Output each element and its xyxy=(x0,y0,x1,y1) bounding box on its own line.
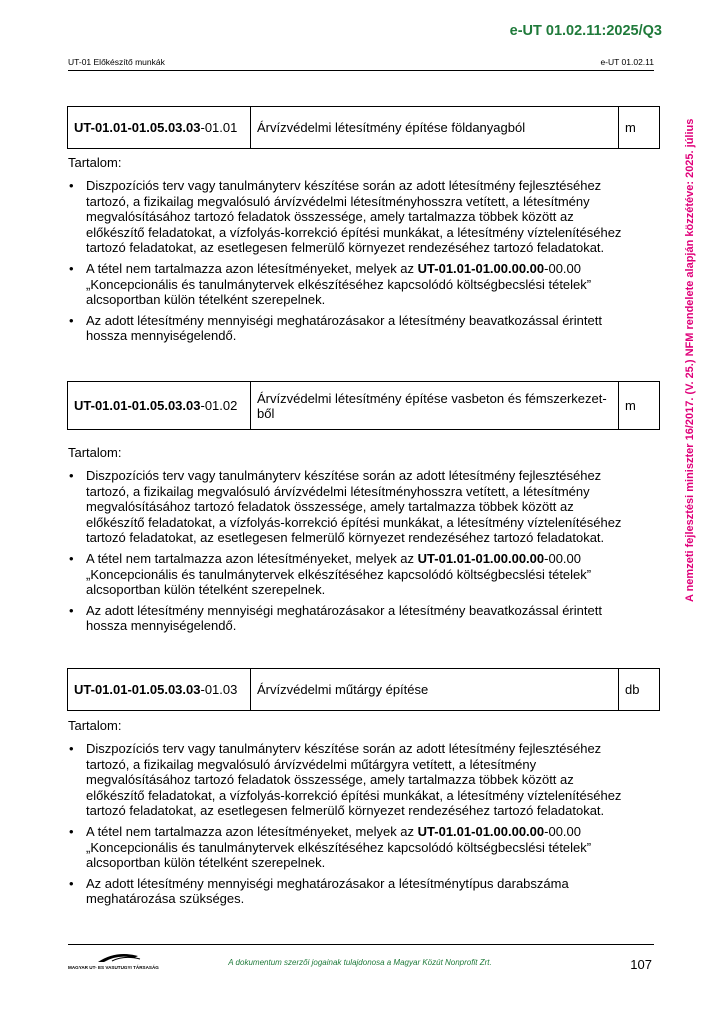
item-title: Árvízvédelmi műtárgy építése xyxy=(251,669,619,711)
content-label: Tartalom: xyxy=(68,155,122,170)
content-list xyxy=(68,468,628,639)
logo-text: MAGYAR UT- ES VASUTUGYI TÁRSASÁG xyxy=(68,965,159,970)
content-list xyxy=(68,741,628,912)
bullet-icon: • xyxy=(69,602,74,618)
list-item: • Az adott létesítmény mennyiségi meghatározásakor a létesítmény beavatkozással érintett hossza mennyiségelendő. xyxy=(69,312,602,344)
item-unit: m xyxy=(619,107,660,149)
list-item: • A tétel nem tartalmazza azon létesítményeket, melyek az UT-01.01-01.00.00.00-00.00 „Koncepcionális és tanulmánytervek elkészítéséhez kapcsolódó költségbecslési tételek” alcsoportban külön tételként szerepelnek. xyxy=(69,550,592,598)
bullet-icon: • xyxy=(69,875,74,891)
bullet-icon: • xyxy=(69,741,74,756)
bullet-icon: • xyxy=(69,823,74,839)
copyright-notice: A dokumentum szerzői jogainak tulajdonosa a Magyar Közút Nonprofit Zrt. xyxy=(228,958,492,967)
item-title: Árvízvédelmi létesítmény építése földanyagból xyxy=(251,107,619,149)
publication-note: A nemzeti fejlesztési miniszter 16/2017. (V. 25.) NFM rendelete alapján közzétéve: 2025. július xyxy=(684,118,696,602)
footer-divider xyxy=(68,944,654,945)
item-title: Árvízvédelmi létesítmény építése vasbeton és fémszerkezet-ből xyxy=(251,382,619,430)
bullet-icon: • xyxy=(69,550,74,566)
content-list xyxy=(68,178,628,349)
item-code: UT-01.01-01.05.03.03-01.03 xyxy=(68,669,251,711)
bullet-icon: • xyxy=(69,178,74,193)
content-label: Tartalom: xyxy=(68,445,122,460)
document-code: e-UT 01.02.11:2025/Q3 xyxy=(509,23,662,39)
page-number: 107 xyxy=(630,957,652,972)
header-doc-ref: e-UT 01.02.11 xyxy=(600,57,654,67)
bullet-icon: • xyxy=(69,260,74,276)
list-item: • Az adott létesítmény mennyiségi meghatározásakor a létesítmény beavatkozással érintett hossza mennyiségelendő. xyxy=(69,602,602,634)
item-code: UT-01.01-01.05.03.03-01.02 xyxy=(68,382,251,430)
item-code: UT-01.01-01.05.03.03-01.01 xyxy=(68,107,251,149)
item-table xyxy=(67,668,660,711)
list-item: • Diszpozíciós terv vagy tanulmányterv készítése során az adott létesítmény fejlesztéséhez tartozó, a fizikailag megvalósuló árvízvédelmi létesítményhosszra vetített, a létesítmény megvalósításához tartozó feladatok összessége, amely tartalmazza többek között az előkészítő feladatokat, a vízfolyás-korrekció építési munkákat, a létesítmény víztelenítéséhez tartozó feladatokat, az esetlegesen felmerülő környezet rendezéséhez tartozó feladatokat. xyxy=(69,178,622,256)
list-item: • Diszpozíciós terv vagy tanulmányterv készítése során az adott létesítmény fejlesztéséhez tartozó, a fizikailag megvalósuló árvízvédelmi műtárgyra vetített, a létesítmény megvalósításához tartozó feladatok összessége, amely tartalmazza többek között az előkészítő feladatokat, a vízfolyás-korrekció építési munkákat, a létesítmény víztelenítéséhez tartozó feladatokat, az esetlegesen felmerülő környezet rendezéséhez tartozó feladatokat. xyxy=(69,741,622,819)
item-unit: m xyxy=(619,382,660,430)
bullet-icon: • xyxy=(69,468,74,483)
list-item: • A tétel nem tartalmazza azon létesítményeket, melyek az UT-01.01-01.00.00.00-00.00 „Koncepcionális és tanulmánytervek elkészítéséhez kapcsolódó költségbecslési tételek” alcsoportban külön tételként szerepelnek. xyxy=(69,823,592,871)
list-item: • Diszpozíciós terv vagy tanulmányterv készítése során az adott létesítmény fejlesztéséhez tartozó, a fizikailag megvalósuló árvízvédelmi létesítményhosszra vetített, a létesítmény megvalósításához tartozó feladatok összessége, amely tartalmazza többek között az előkészítő feladatokat, a vízfolyás-korrekció építési munkákat, a létesítmény víztelenítéséhez tartozó feladatokat, az esetlegesen felmerülő környezet rendezéséhez tartozó feladatokat. xyxy=(69,468,622,546)
item-table xyxy=(67,381,660,430)
running-header xyxy=(68,57,654,71)
content-label: Tartalom: xyxy=(68,718,122,733)
list-item: • Az adott létesítmény mennyiségi meghatározásakor a létesítménytípus darabszáma meghatározása szükséges. xyxy=(69,875,569,907)
header-section-title: UT-01 Előkészítő munkák xyxy=(68,57,165,67)
bullet-icon: • xyxy=(69,312,74,328)
item-table xyxy=(67,106,660,149)
item-unit: db xyxy=(619,669,660,711)
list-item: • A tétel nem tartalmazza azon létesítményeket, melyek az UT-01.01-01.00.00.00-00.00 „Koncepcionális és tanulmánytervek elkészítéséhez kapcsolódó költségbecslési tételek” alcsoportban külön tételként szerepelnek. xyxy=(69,260,592,308)
